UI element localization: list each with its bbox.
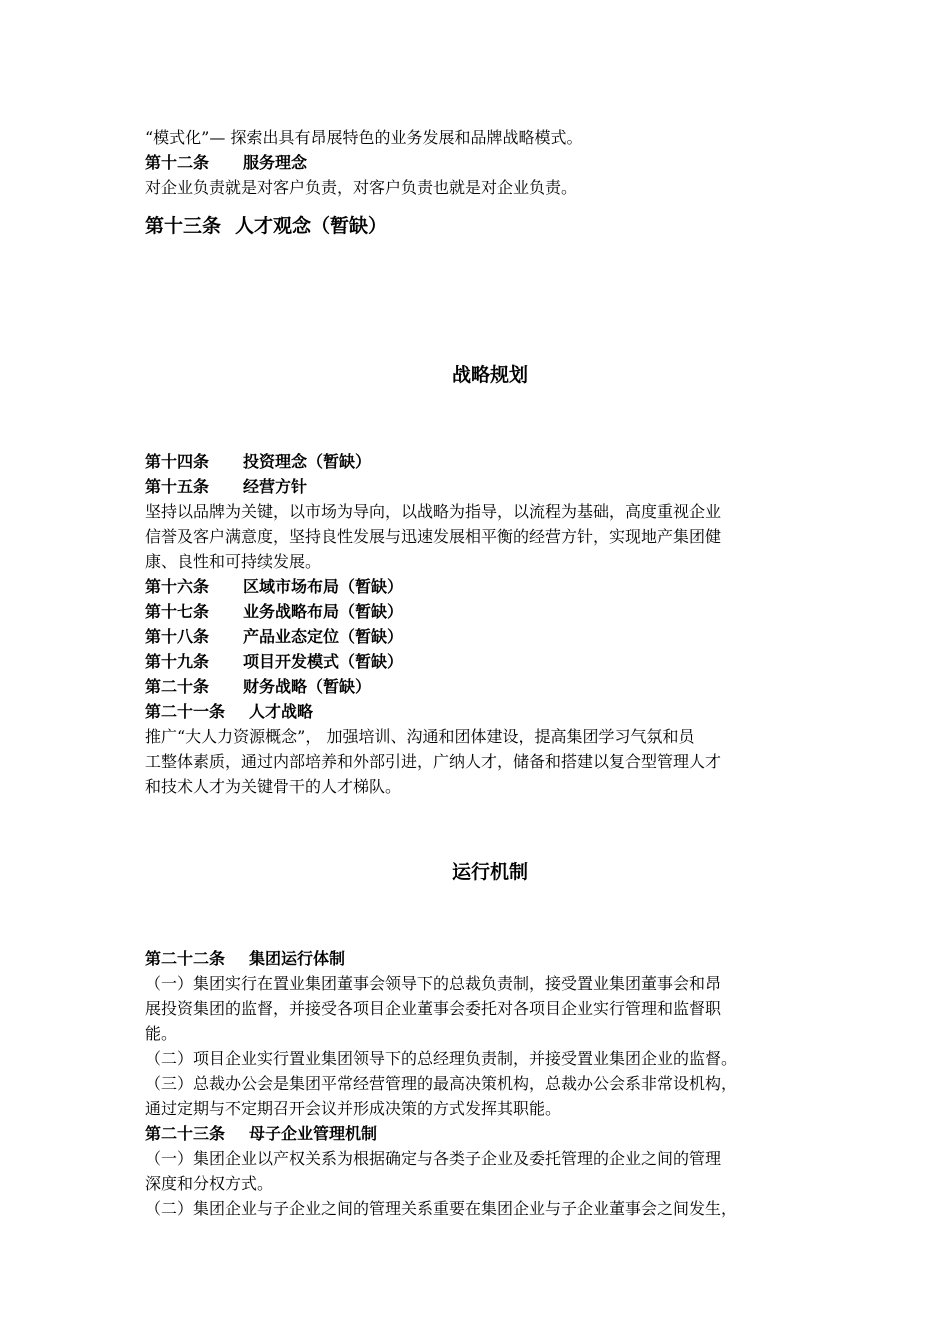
article-number: 第十九条 bbox=[145, 652, 210, 671]
article-title: 区域市场布局（暂缺） bbox=[243, 577, 404, 596]
article-title: 集团运行体制 bbox=[249, 949, 346, 968]
article-title: 项目开发模式（暂缺） bbox=[243, 652, 404, 671]
article-title: 经营方针 bbox=[243, 477, 308, 496]
paragraph-line: （一）集团实行在置业集团董事会领导下的总裁负责制，接受置业集团董事会和昂 bbox=[145, 974, 722, 993]
paragraph-line: 通过定期与不定期召开会议并形成决策的方式发挥其职能。 bbox=[145, 1099, 562, 1118]
article-16-heading bbox=[145, 577, 403, 597]
article-title: 产品业态定位（暂缺） bbox=[243, 627, 404, 646]
article-19-heading bbox=[145, 652, 403, 672]
article-15-heading bbox=[145, 477, 307, 497]
article-title: 投资理念（暂缺） bbox=[243, 452, 372, 471]
paragraph-line: 坚持以品牌为关键，以市场为导向，以战略为指导，以流程为基础，高度重视企业 bbox=[145, 502, 722, 521]
paragraph-line: 工整体素质，通过内部培养和外部引进，广纳人才，储备和搭建以复合型管理人才 bbox=[145, 752, 722, 771]
paragraph-line: 康、良性和可持续发展。 bbox=[145, 552, 322, 571]
article-title: 服务理念 bbox=[243, 153, 308, 172]
article-title: 财务战略（暂缺） bbox=[243, 677, 372, 696]
section-title-strategy: 战略规划 bbox=[451, 364, 528, 386]
paragraph-line: 能。 bbox=[145, 1024, 178, 1043]
paragraph-line: （二）项目企业实行置业集团领导下的总经理负责制，并接受置业集团企业的监督。 bbox=[145, 1049, 738, 1068]
article-number: 第十六条 bbox=[145, 577, 210, 596]
article-number: 第十四条 bbox=[145, 452, 210, 471]
article-22-heading bbox=[145, 949, 345, 969]
intro-line: “模式化”— 探索出具有昂展特色的业务发展和品牌战略模式。 bbox=[145, 128, 583, 147]
article-14-heading bbox=[145, 452, 371, 472]
paragraph-line: （三）总裁办公会是集团平常经营管理的最高决策机构，总裁办公会系非常设机构， bbox=[145, 1074, 738, 1093]
article-21-heading bbox=[145, 702, 313, 722]
article-number: 第二十条 bbox=[145, 677, 210, 696]
article-title: 人才观念（暂缺） bbox=[235, 215, 388, 237]
article-12-heading bbox=[145, 153, 307, 173]
article-number: 第十八条 bbox=[145, 627, 210, 646]
paragraph-line: 深度和分权方式。 bbox=[145, 1174, 274, 1193]
paragraph-line: 信誉及客户满意度，坚持良性发展与迅速发展相平衡的经营方针，实现地产集团健 bbox=[145, 527, 722, 546]
article-number: 第十五条 bbox=[145, 477, 210, 496]
article-12-text: 对企业负责就是对客户负责，对客户负责也就是对企业负责。 bbox=[145, 178, 578, 197]
article-number: 第二十三条 bbox=[145, 1124, 226, 1143]
article-title: 人才战略 bbox=[249, 702, 314, 721]
article-number: 第十七条 bbox=[145, 602, 210, 621]
article-title: 业务战略布局（暂缺） bbox=[243, 602, 404, 621]
article-title: 母子企业管理机制 bbox=[249, 1124, 378, 1143]
article-number: 第二十一条 bbox=[145, 702, 226, 721]
article-number: 第十三条 bbox=[145, 215, 222, 237]
article-number: 第十二条 bbox=[145, 153, 210, 172]
section-title-operations: 运行机制 bbox=[451, 861, 528, 883]
article-20-heading bbox=[145, 677, 371, 697]
article-17-heading bbox=[145, 602, 403, 622]
paragraph-line: （二）集团企业与子企业之间的管理关系重要在集团企业与子企业董事会之间发生， bbox=[145, 1199, 738, 1218]
paragraph-line: 推广“大人力资源概念”， 加强培训、沟通和团体建设，提高集团学习气氛和员 bbox=[145, 727, 695, 746]
article-23-heading bbox=[145, 1124, 377, 1144]
paragraph-line: （一）集团企业以产权关系为根据确定与各类子企业及委托管理的企业之间的管理 bbox=[145, 1149, 722, 1168]
article-number: 第二十二条 bbox=[145, 949, 226, 968]
paragraph-line: 展投资集团的监督，并接受各项目企业董事会委托对各项目企业实行管理和监督职 bbox=[145, 999, 722, 1018]
article-13-heading bbox=[145, 214, 387, 238]
article-18-heading bbox=[145, 627, 403, 647]
paragraph-line: 和技术人才为关键骨干的人才梯队。 bbox=[145, 777, 402, 796]
